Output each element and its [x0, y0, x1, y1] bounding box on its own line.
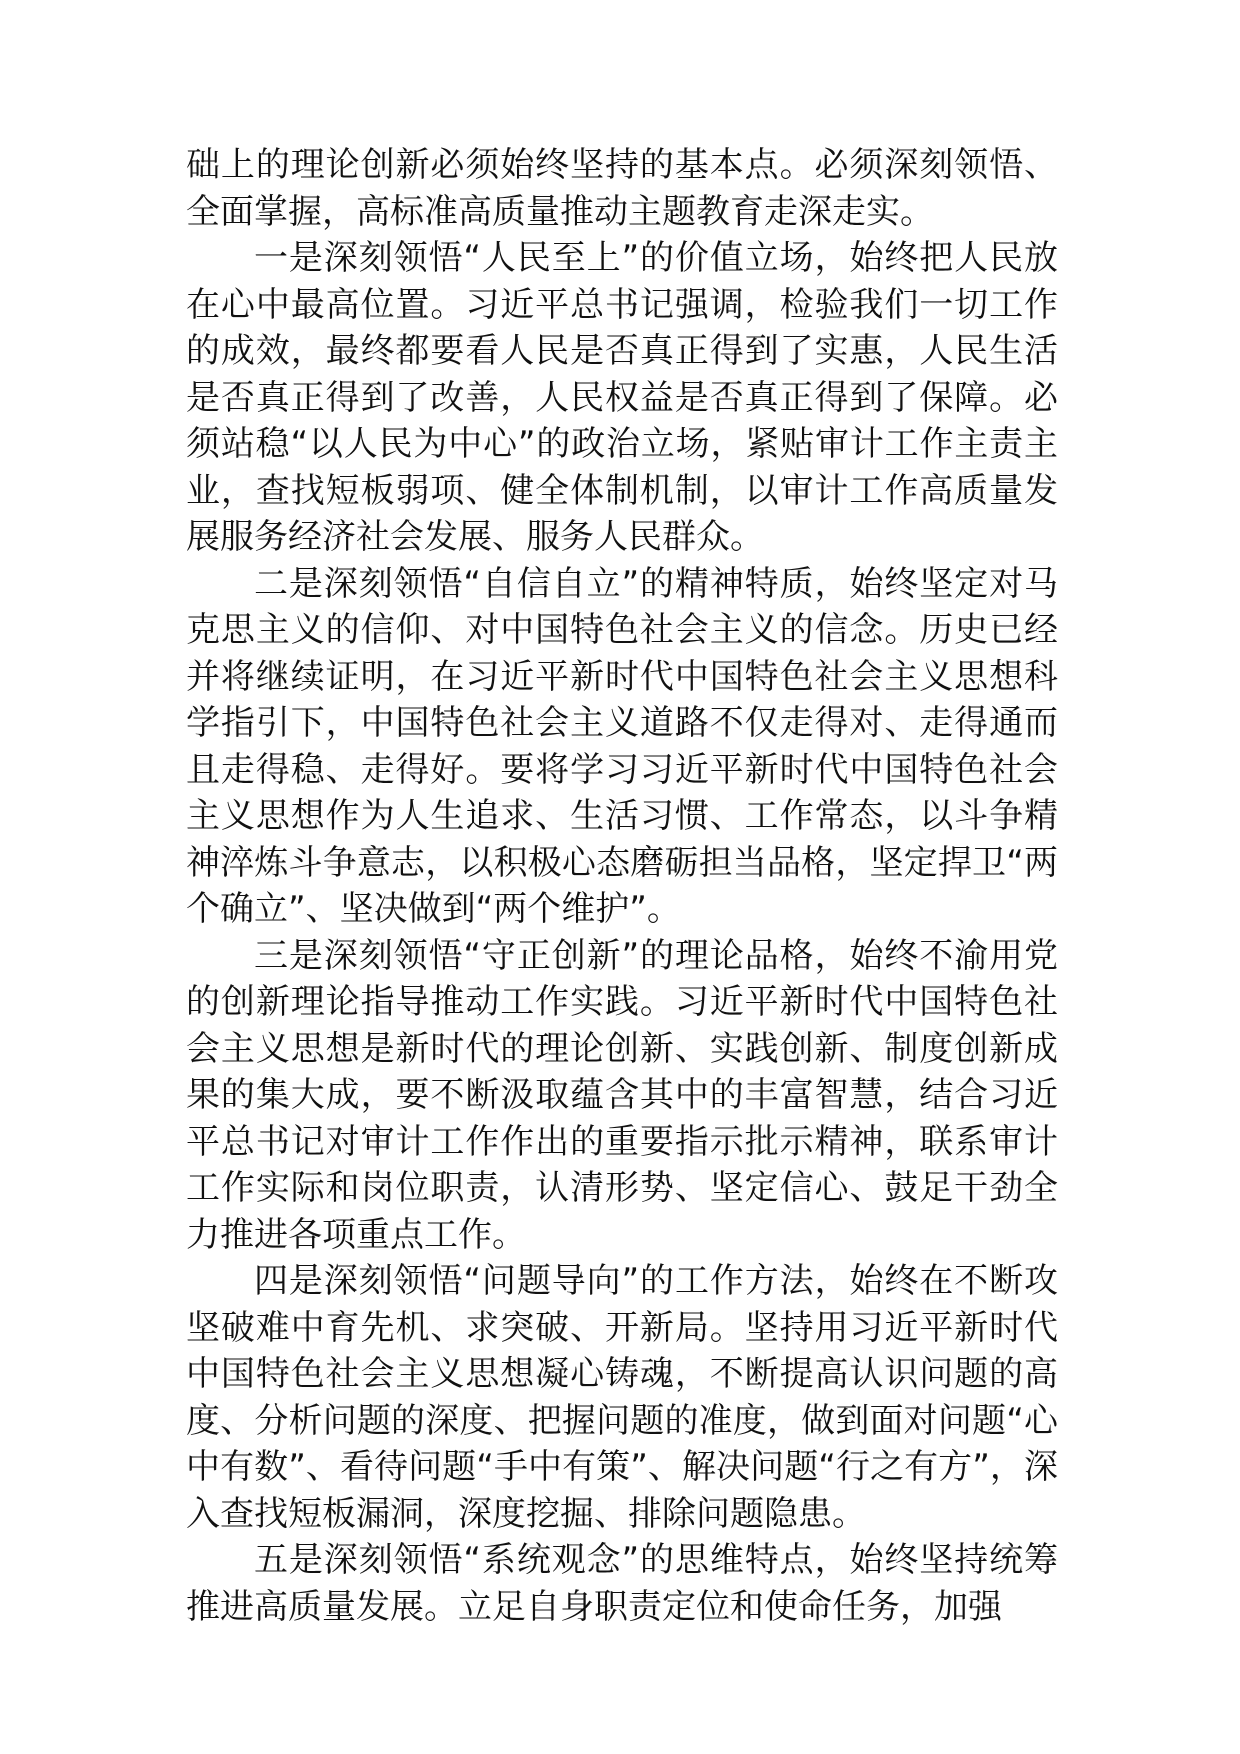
paragraph-people-first: 一是深刻领悟“人民至上”的价值立场，始终把人民放在心中最高位置。习近平总书记强调，检验我们一切工作的成效，最终都要看人民是否真正得到了实惠，人民生活是否真正得到了改善，人民权益是否真正得到了保障。必须站稳“以人民为中心”的政治立场，紧贴审计工作主责主业，查找短板弱项、健全体制机制，以审计工作高质量发展服务经济社会发展、服务人民群众。 [186, 238, 1058, 557]
paragraph-systems-thinking: 五是深刻领悟“系统观念”的思维特点，始终坚持统筹推进高质量发展。立足自身职责定位和使命任务，加强 [186, 1540, 1058, 1627]
paragraph-problem-orientation: 四是深刻领悟“问题导向”的工作方法，始终在不断攻坚破难中育先机、求突破、开新局。坚持用习近平新时代中国特色社会主义思想凝心铸魂，不断提高认识问题的高度、分析问题的深度、把握问题的准度，做到面对问题“心中有数”、看待问题“手中有策”、解决问题“行之有方”，深入查找短板漏洞，深度挖掘、排除问题隐患。 [186, 1261, 1058, 1534]
paragraph-self-confidence: 二是深刻领悟“自信自立”的精神特质，始终坚定对马克思主义的信仰、对中国特色社会主义的信念。历史已经并将继续证明，在习近平新时代中国特色社会主义思想科学指引下，中国特色社会主义道路不仅走得对、走得通而且走得稳、走得好。要将学习习近平新时代中国特色社会主义思想作为人生追求、生活习惯、工作常态，以斗争精神淬炼斗争意志，以积极心态磨砺担当品格，坚定捍卫“两个确立”、坚决做到“两个维护”。 [186, 563, 1058, 929]
paragraph-innovation: 三是深刻领悟“守正创新”的理论品格，始终不渝用党的创新理论指导推动工作实践。习近平新时代中国特色社会主义思想是新时代的理论创新、实践创新、制度创新成果的集大成，要不断汲取蕴含其中的丰富智慧，结合习近平总书记对审计工作作出的重要指示批示精神，联系审计工作实际和岗位职责，认清形势、坚定信心、鼓足干劲全力推进各项重点工作。 [186, 935, 1058, 1255]
paragraph-continuation: 础上的理论创新必须始终坚持的基本点。必须深刻领悟、全面掌握，高标准高质量推动主题教育走深走实。 [186, 145, 1058, 232]
document-page [186, 142, 1058, 1630]
